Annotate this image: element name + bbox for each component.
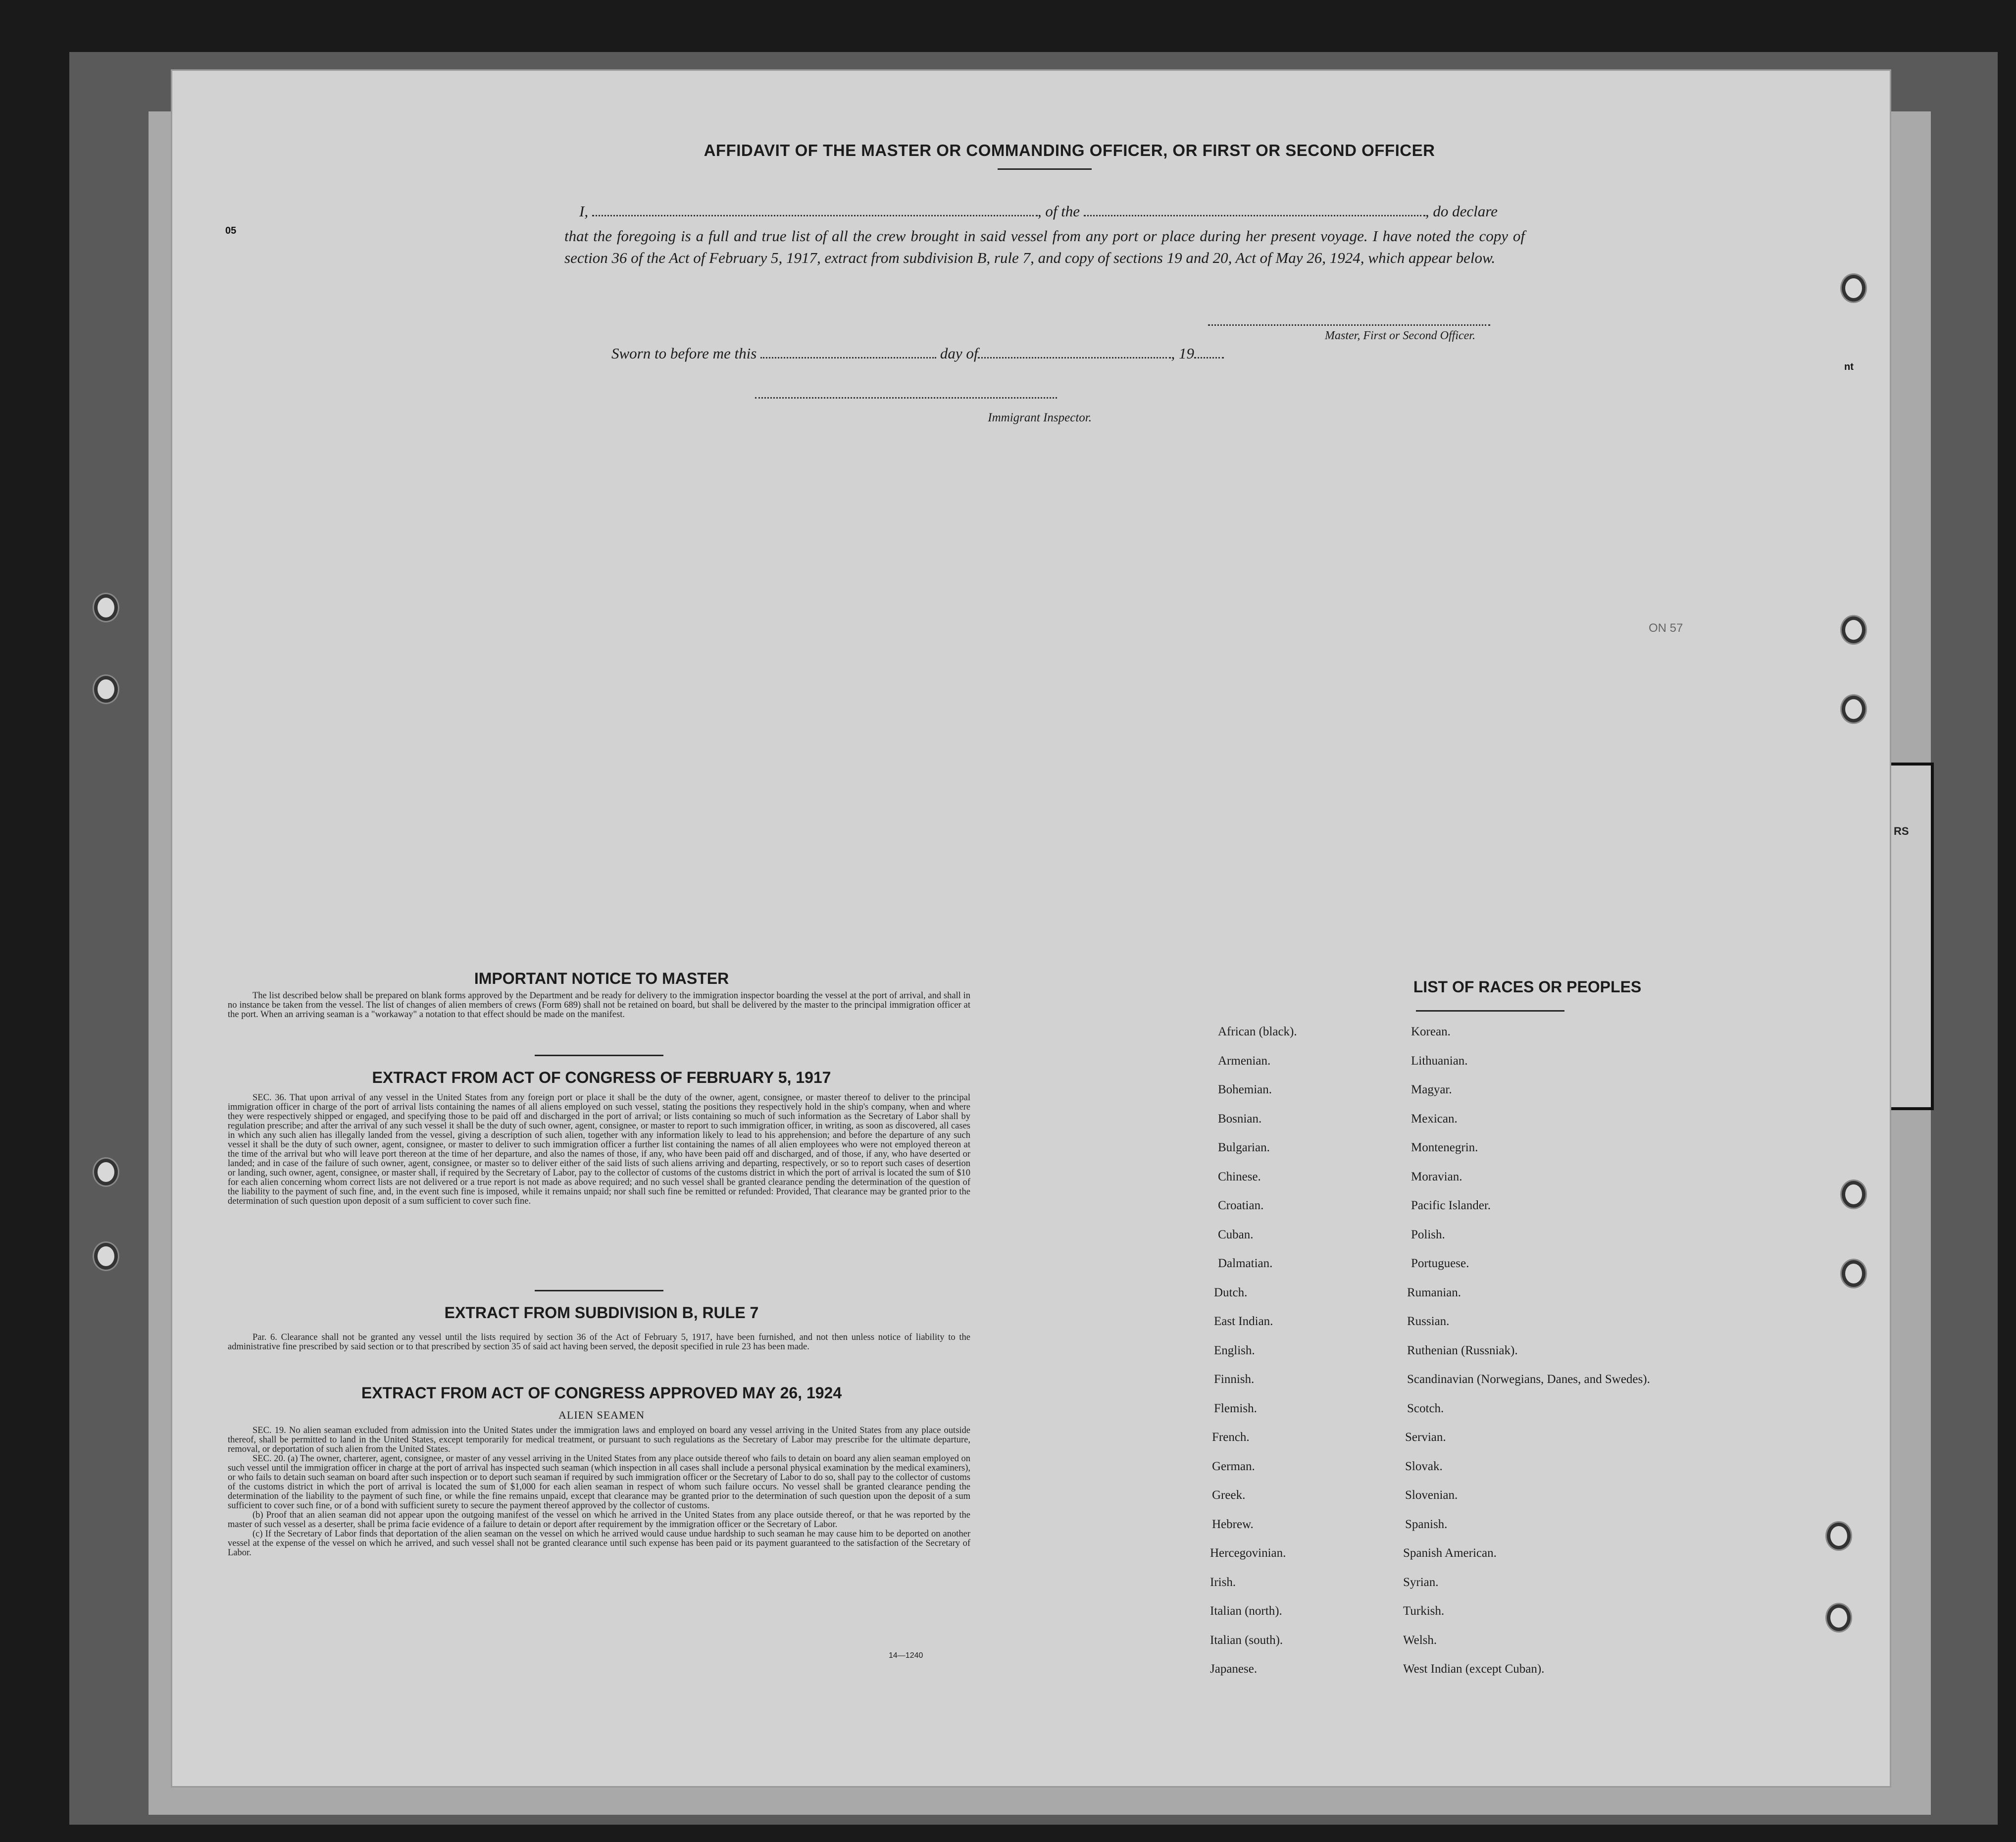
binder-hole [94,1243,118,1270]
race-item: Greek. [1212,1488,1246,1502]
binder-hole [1842,696,1865,722]
sworn-year-blank [1194,357,1224,358]
act-1917-heading: EXTRACT FROM ACT OF CONGRESS OF FEBRUARY 5, 1917 [372,1069,831,1086]
race-item: Slovak. [1405,1459,1443,1473]
signature-label: Master, First or Second Officer. [1325,329,1475,342]
affidavit-title: AFFIDAVIT OF THE MASTER OR COMMANDING OFFICER, OR FIRST OR SECOND OFFICER [704,141,1435,159]
inspector-label: Immigrant Inspector. [988,411,1092,424]
binder-hole [94,594,118,621]
vessel-blank [1084,215,1425,216]
act-1917-paragraph [228,1093,970,1206]
race-item: Cuban. [1218,1228,1254,1241]
affidavit-declaration-line [579,201,1525,222]
race-item: Turkish. [1403,1604,1445,1618]
rule7-paragraph [228,1333,970,1352]
race-item: Servian. [1405,1431,1446,1444]
races-right-column [1403,1025,1650,1691]
sec19-text: SEC. 19. No alien seaman excluded from admission into the United States under the immigration laws and employed on board any vessel arriving in the United States from any place outside thereof, shall be permitted to land in the United States, except temporarily for medical treatment, or pursuant to such regulations as the Secretary of Labor may prescribe for the ultimate departure, removal, or deportation of such alien from the United States. [228,1426,970,1454]
race-item: Scandinavian (Norwegians, Danes, and Swedes). [1407,1373,1650,1386]
race-item: Moravian. [1411,1170,1462,1183]
right-edge-tab [1889,763,1934,1110]
race-item: Spanish. [1405,1517,1448,1531]
race-item: Bosnian. [1218,1112,1262,1126]
race-item: Magyar. [1411,1083,1452,1096]
race-item: German. [1212,1459,1255,1473]
race-item: East Indian. [1214,1315,1273,1328]
right-margin-mark: nt [1844,361,1854,372]
race-item: Polish. [1411,1228,1445,1241]
race-item: Korean. [1411,1025,1451,1038]
tab-text: RS [1894,825,1909,837]
form-number: 14—1240 [889,1651,923,1660]
sworn-day-blank [760,357,936,358]
races-heading: LIST OF RACES OR PEOPLES [1413,978,1642,996]
race-item: Montenegrin. [1411,1141,1478,1154]
name-blank [592,215,1038,216]
sec20b-text: (b) Proof that an alien seaman did not appear upon the outgoing manifest of the vessel on which he arrived in the United States from any place outside thereof, or that he was reported by the master of such vessel as a deserter, shall be prima facie evidence of a failure to detain or deport after requirement by the immigration officer or the Secretary of Labor. [228,1510,970,1530]
race-item: Japanese. [1210,1662,1258,1676]
race-item: Spanish American. [1403,1546,1497,1560]
race-item: Chinese. [1218,1170,1261,1183]
binder-hole [94,1159,118,1185]
race-item: Pacific Islander. [1411,1199,1491,1212]
race-item: Dalmatian. [1218,1257,1273,1270]
race-item: Portuguese. [1411,1257,1469,1270]
act-1924-paragraphs [228,1426,970,1558]
race-item: Lithuanian. [1411,1054,1468,1068]
sec20a-text: SEC. 20. (a) The owner, charterer, agent, consignee, or master of any vessel arriving in the United States from any place outside thereof who fails to detain on board any alien seaman employed on such vessel until the immigration officer in charge at the port of arrival has inspected such seaman (which inspection in all cases shall include a personal physical examination by the medical examiners), or who fails to detain such seaman on board after such inspection or to deport such seaman if required by such immigration officer or the Secretary of Labor to do so, shall pay to the collector of customs of the customs district in which the port of arrival is located the sum of $1,000 for each alien seaman in respect of whom such failure occurs. No vessel shall be granted clearance pending the determination of the liability to the payment of such fine, or while the fine remains unpaid, except that clearance may be granted prior to the determination of such question upon the deposit of a sum sufficient to cover such fine, or of a bond with sufficient surety to secure the payment thereof approved by the collector of customs. [228,1454,970,1511]
act-1917-text: SEC. 36. That upon arrival of any vessel in the United States from any foreign port or place it shall be the duty of the owner, agent, consignee, or master thereof to deliver to the principal immigration officer in charge of the port of arrival lists containing the names of all aliens employed on such vessel, stating the positions they respectively hold in the ship's company, when and where they were respectively shipped or engaged, and specifying those to be paid off and discharged in the port of arrival; or lists containing so much of such information as the Secretary of Labor shall by regulation prescribe; and after the arrival of any such vessel it shall be the duty of such owner, agent, consignee, or master to report to such immigration officer, in writing, as soon as discovered, all cases in which any such alien has illegally landed from the vessel, giving a description of such alien, together with any information likely to lead to his apprehension; and before the departure of any such vessel it shall be the duty of such owner, agent, consignee, or master to deliver to such immigration officer a further list containing the names of all alien employees who were not employed thereon at the time of the arrival but who will leave port thereon at the time of her departure, and also the names of those, if any, who have been paid off and discharged, and of those, if any, who have deserted or landed; and in case of the failure of such owner, agent, consignee, or master so to deliver either of the said lists of such aliens arriving and departing, respectively, or so to report such cases of desertion or landing, such owner, agent, consignee, or master shall, if required by the Secretary of Labor, pay to the collector of customs of the customs district in which the port of arrival is located the sum of $10 for each alien concerning whom correct lists are not delivered or a true report is not made as above required; and no such vessel shall be granted clearance pending the determination of the question of the liability to the payment of such fine, and, in the event such fine is imposed, while it remains unpaid; nor shall such fine be remitted or refunded: Provided, That clearance may be granted prior to the determination of such question upon deposit of a sum sufficient to cover such fine. [228,1093,970,1206]
race-item: Finnish. [1214,1373,1255,1386]
race-item: Syrian. [1403,1575,1439,1589]
act-1924-subheading: ALIEN SEAMEN [558,1409,645,1421]
rule7-text: Par. 6. Clearance shall not be granted any vessel until the lists required by section 36 of the Act of February 5, 1917, have been furnished, and not then unless notice of liability to the administrative fine prescribed by said section or to that prescribed by section 35 of said act having been served, the deposit specified in rule 23 has been made. [228,1332,970,1352]
title-rule [998,168,1092,170]
race-item: English. [1214,1343,1255,1357]
binder-hole [1827,1604,1851,1631]
binder-hole [1842,616,1865,643]
section-rule [535,1055,663,1056]
race-item: West Indian (except Cuban). [1403,1662,1545,1676]
sworn-day-of: day of [940,345,978,362]
races-left-column [1210,1025,1297,1691]
race-item: Dutch. [1214,1285,1248,1299]
sworn-line [611,343,1305,364]
race-item: Armenian. [1218,1054,1271,1068]
binder-hole [1827,1523,1851,1549]
section-rule [535,1290,663,1291]
race-item: Flemish. [1214,1401,1257,1415]
race-item: African (black). [1218,1025,1297,1038]
race-item: Rumanian. [1407,1285,1462,1299]
race-item: Russian. [1407,1315,1450,1328]
declare-label: , do declare [1425,203,1498,220]
notice-heading: IMPORTANT NOTICE TO MASTER [474,970,729,987]
sworn-year: , 19 [1171,345,1194,362]
races-rule [1416,1010,1564,1012]
race-item: Bulgarian. [1218,1141,1270,1154]
race-item: Bohemian. [1218,1083,1272,1096]
sec20c-text: (c) If the Secretary of Labor finds that deportation of the alien seaman on the vessel on which he arrived would cause undue hardship to such seaman he may cause him to be deported on another vessel at the expense of the vessel on which he arrived, and such vessel shall not be granted clearance until such expense has been paid or its payment guaranteed to the satisfaction of the Secretary of Labor. [228,1529,970,1558]
binder-hole [1842,1260,1865,1287]
of-the-label: , of the [1037,203,1080,220]
race-item: Italian (north). [1210,1604,1282,1618]
race-item: Welsh. [1403,1633,1437,1647]
notice-paragraph [228,991,970,1020]
race-item: Hercegovinian. [1210,1546,1286,1560]
race-item: Mexican. [1411,1112,1458,1126]
race-item: Scotch. [1407,1401,1444,1415]
race-item: Ruthenian (Russniak). [1407,1343,1518,1357]
i-label: I, [579,203,589,220]
race-item: French. [1212,1431,1250,1444]
notice-text: The list described below shall be prepared on blank forms approved by the Department and be ready for delivery to the immigration inspector boarding the vessel at the port of arrival, and shall in no instance be taken from the vessel. The list of changes of alien members of crews (Form 689) shall not be retained on board, but shall be delivered by the master to the principal immigration officer at the port. When an arriving seaman is a "workaway" a notation to that effect should be made on the manifest. [228,991,970,1020]
sworn-prefix: Sworn to before me this [611,345,757,362]
binder-hole [1842,1181,1865,1208]
binder-hole [94,676,118,703]
signature-line [1208,324,1490,326]
left-margin-mark: 05 [225,225,237,236]
act-1924-heading: EXTRACT FROM ACT OF CONGRESS APPROVED MAY 26, 1924 [361,1384,842,1402]
race-item: Hebrew. [1212,1517,1254,1531]
inspector-signature-line [755,397,1057,399]
race-item: Irish. [1210,1575,1236,1589]
race-item: Slovenian. [1405,1488,1458,1502]
pencil-note: ON 57 [1649,621,1683,635]
race-item: Italian (south). [1210,1633,1283,1647]
binder-hole [1842,275,1865,302]
affidavit-paragraph: that the foregoing is a full and true list of all the crew brought in said vessel from any port or place during her present voyage. I have noted the copy of section 36 of the Act of February 5, 1917, extract from subdivision B, rule 7, and copy of sections 19 and 20, Act of May 26, 1924, which appear below. [564,227,1525,266]
sworn-month-blank [978,357,1171,358]
race-item: Croatian. [1218,1199,1264,1212]
rule7-heading: EXTRACT FROM SUBDIVISION B, RULE 7 [444,1304,759,1322]
